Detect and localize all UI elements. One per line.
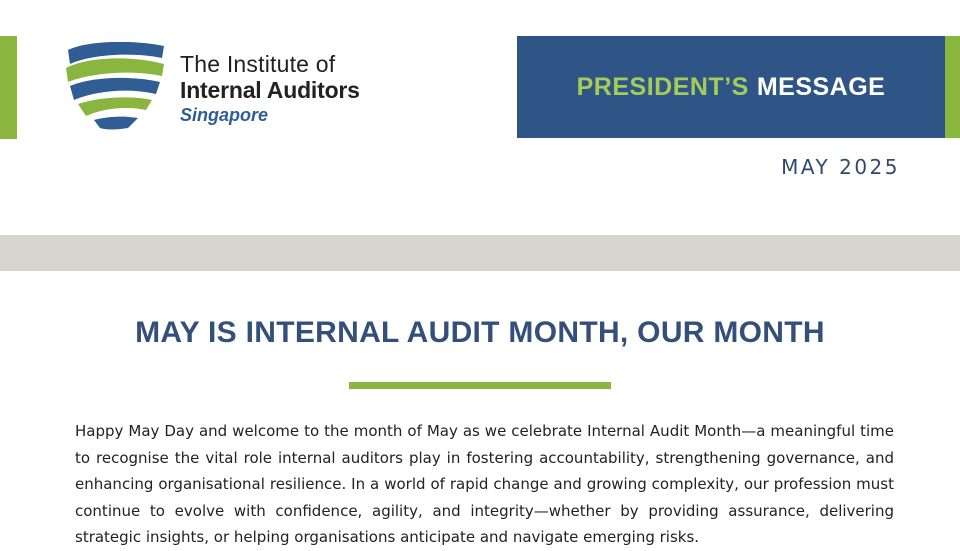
issue-date: MAY 2025 bbox=[781, 155, 900, 179]
org-name-line2: Internal Auditors bbox=[180, 77, 360, 103]
banner-word-presidents: PRESIDENT’S bbox=[576, 72, 749, 101]
presidents-message-banner bbox=[517, 36, 945, 138]
org-name-line1: The Institute of bbox=[180, 51, 336, 77]
left-accent-bar bbox=[0, 36, 17, 139]
divider-band bbox=[0, 235, 960, 271]
organization-name bbox=[180, 51, 360, 127]
article-paragraph: Happy May Day and welcome to the month of May as we celebrate Internal Audit Month—a meaningful time to recognise the vital role internal auditors play in fostering accountability, strengthening governance, and enhancing organisational resilience. In a world of rapid change and growing complexity, our profession must continue to evolve with confidence, agility, and integrity—whether by providing assurance, delivering strategic insights, or helping organisations anticipate and navigate emerging risks. bbox=[75, 422, 894, 546]
headline-underline bbox=[349, 382, 611, 389]
right-accent-bar bbox=[945, 36, 960, 138]
org-name-chapter: Singapore bbox=[180, 105, 269, 125]
article-headline: MAY IS INTERNAL AUDIT MONTH, OUR MONTH bbox=[135, 316, 825, 349]
iia-globe-logo-icon bbox=[64, 42, 168, 134]
banner-word-message: MESSAGE bbox=[756, 72, 886, 101]
